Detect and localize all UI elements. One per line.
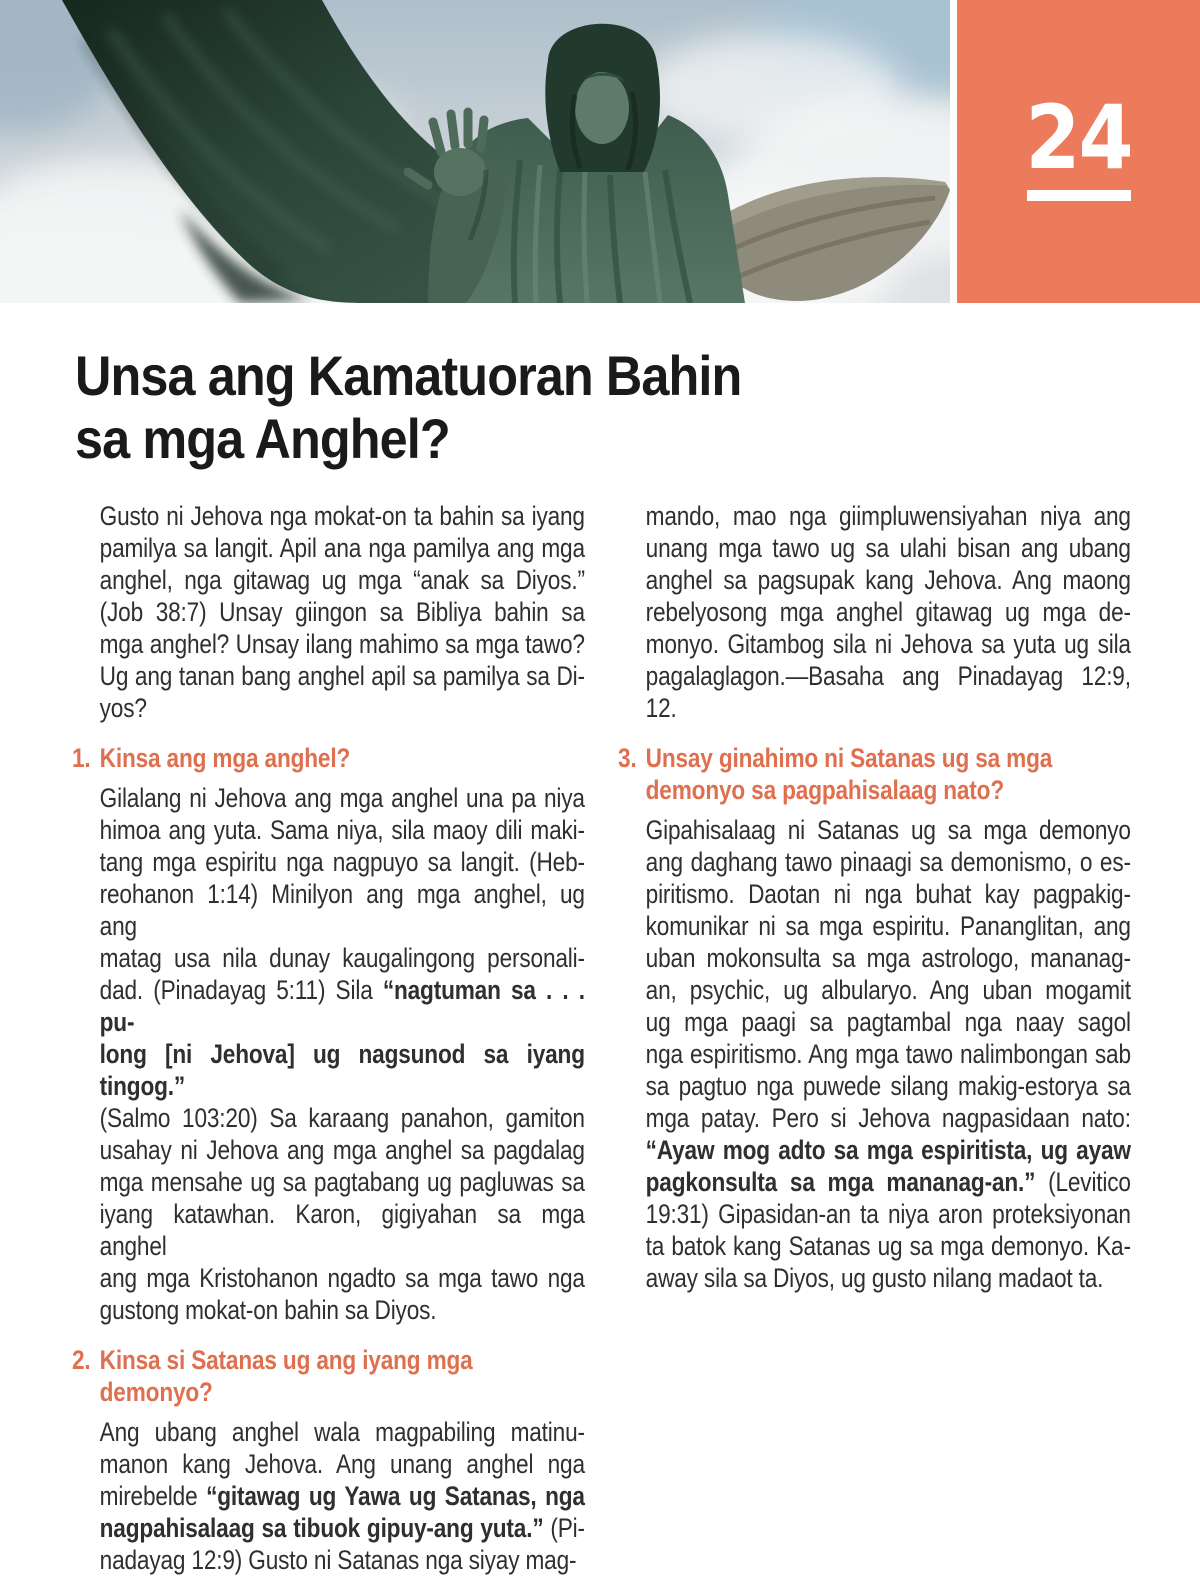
question-text	[100, 1344, 585, 1408]
text-segment: (Job 38:7) Unsay giingon sa Bibliya bahin sa	[99, 597, 585, 627]
text-segment: mirebelde	[99, 1481, 207, 1511]
text-line	[646, 1070, 1131, 1102]
text-segment: anghel, nga gitawag ug mga “anak sa Diyos.”	[99, 565, 585, 595]
question-number: 2.	[72, 1345, 91, 1375]
text-line	[100, 1198, 585, 1262]
chapter-number-block	[957, 0, 1200, 303]
question-heading	[72, 1344, 585, 1408]
text-segment: Gusto ni Jehova nga mokat-on ta bahin sa iyang	[99, 501, 585, 531]
angel-statue-illustration	[0, 0, 950, 303]
question-text	[646, 742, 1131, 806]
text-segment: piritismo. Daotan ni nga buhat kay pagpakig-	[645, 879, 1131, 909]
text-line	[646, 1006, 1131, 1038]
text-line	[646, 1166, 1131, 1198]
text-segment: ta batok kang Satanas ug sa mga demonyo. Ka-	[645, 1231, 1131, 1261]
text-line	[100, 1480, 585, 1512]
text-segment: nga espiritismo. Ang mga tawo nalimbongan sab	[645, 1039, 1131, 1069]
text-segment: away sila sa Diyos, ug gusto nilang madaot ta.	[645, 1263, 1104, 1293]
text-segment: pamilya sa langit. Apil ana nga pamilya ang mga	[99, 533, 585, 563]
left-column-content	[72, 500, 585, 1576]
text-line	[100, 500, 585, 532]
paragraph	[72, 1416, 585, 1576]
question-number: 1.	[72, 743, 91, 773]
text-line	[100, 1294, 585, 1326]
text-segment: uban mokonsulta sa mga astrologo, mananag-	[645, 943, 1131, 973]
text-segment: Gilalang ni Jehova ang mga anghel una pa niya	[99, 783, 585, 813]
text-line	[100, 814, 585, 846]
text-segment: (Pi-	[543, 1513, 585, 1543]
text-segment: pagalaglagon.—Basaha ang Pinadayag 12:9, 12.	[645, 661, 1131, 723]
text-segment: usahay ni Jehova ang mga anghel sa pagdalag	[99, 1135, 585, 1165]
angel-face	[575, 72, 629, 144]
text-segment: reohanon 1:14) Minilyon ang mga anghel, ug ang	[99, 879, 585, 941]
text-line	[646, 878, 1131, 910]
text-line	[646, 564, 1131, 596]
text-line	[100, 628, 585, 660]
text-line	[100, 846, 585, 878]
text-line	[100, 1166, 585, 1198]
text-segment: tang mga espiritu nga nagpuyo sa langit. (Heb-	[99, 847, 585, 877]
question-heading-line: demonyo sa pagpahisalaag nato?	[645, 775, 1004, 805]
text-segment: an, psychic, ug albularyo. Ang uban mogamit	[645, 975, 1131, 1005]
question-heading-line: Kinsa si Satanas ug ang iyang mga demonyo?	[99, 1345, 473, 1407]
bold-quote: pagkonsulta sa mga mananag-an.”	[645, 1167, 1036, 1197]
paragraph	[72, 782, 585, 1326]
text-segment: dad. (Pinadayag 5:11) Sila	[99, 975, 383, 1005]
paragraph	[72, 500, 585, 724]
text-segment: (Levitico	[1035, 1167, 1131, 1197]
text-line	[646, 942, 1131, 974]
text-segment: manon kang Jehova. Ang unang anghel nga	[99, 1449, 585, 1479]
text-line	[646, 974, 1131, 1006]
text-segment: Ang ubang anghel wala magpabiling matinu-	[99, 1417, 585, 1447]
bold-quote: “gitawag ug Yawa ug Satanas, nga	[206, 1481, 585, 1511]
text-segment: gustong mokat-on bahin sa Diyos.	[99, 1295, 437, 1325]
text-line	[100, 1102, 585, 1134]
text-line	[646, 500, 1131, 532]
question-heading	[72, 742, 585, 774]
text-segment: Gipahisalaag ni Satanas ug sa mga demonyo	[645, 815, 1131, 845]
text-segment: mga anghel? Unsay ilang mahimo sa mga tawo?	[99, 629, 585, 659]
question-number: 3.	[618, 743, 637, 773]
text-line	[100, 974, 585, 1038]
text-line	[646, 1134, 1131, 1166]
text-line	[100, 1262, 585, 1294]
text-segment: ang mga Kristohanon ngadto sa mga tawo nga	[99, 1263, 585, 1293]
text-line	[646, 1230, 1131, 1262]
text-segment: iyang katawhan. Karon, gigiyahan sa mga anghel	[99, 1199, 585, 1261]
text-segment: 19:31) Gipasidan-an ta niya aron proteksiyonan	[645, 1199, 1131, 1229]
paragraph	[618, 814, 1131, 1294]
right-column-content	[618, 500, 1131, 1294]
text-segment: mga mensahe ug sa pagtabang ug pagluwas sa	[99, 1167, 585, 1197]
text-line	[100, 660, 585, 692]
text-line	[100, 1512, 585, 1544]
left-column	[72, 500, 684, 1594]
text-line	[646, 532, 1131, 564]
bold-quote: “Ayaw mog adto sa mga espiritista, ug ayaw	[645, 1135, 1131, 1165]
text-line	[100, 596, 585, 628]
paragraph	[618, 500, 1131, 724]
text-line	[646, 628, 1131, 660]
text-line	[646, 1102, 1131, 1134]
text-line	[646, 910, 1131, 942]
text-line	[100, 1038, 585, 1102]
text-line	[646, 1262, 1131, 1294]
text-line	[646, 1198, 1131, 1230]
page-title	[75, 344, 765, 470]
question-heading	[618, 742, 1131, 806]
text-line	[100, 532, 585, 564]
angel-statue-photo	[0, 0, 950, 303]
text-line	[646, 846, 1131, 878]
text-line	[646, 814, 1131, 846]
chapter-number: 24	[1025, 86, 1132, 189]
text-segment: komunikar ni sa mga espiritu. Pananglitan, ang	[645, 911, 1131, 941]
text-segment: ug mga paagi sa pagtambal nga naay sagol	[645, 1007, 1131, 1037]
text-line	[100, 1416, 585, 1448]
page-title-line2: sa mga Anghel?	[75, 407, 450, 470]
text-segment: (Salmo 103:20) Sa karaang panahon, gamiton	[99, 1103, 585, 1133]
chapter-number-underline	[1027, 190, 1131, 201]
bold-quote: “nagtuman sa . . . pu-	[99, 975, 585, 1037]
bold-quote: long [ni Jehova] ug nagsunod sa iyang tingog.”	[99, 1039, 585, 1101]
text-segment: sa pagtuo nga puwede silang makig-estorya sa	[645, 1071, 1131, 1101]
text-segment: yos?	[99, 693, 147, 723]
text-segment: mga patay. Pero si Jehova nagpasidaan nato:	[645, 1103, 1131, 1133]
text-segment: ang daghang tawo pinaagi sa demonismo, o es-	[645, 847, 1131, 877]
text-line	[646, 596, 1131, 628]
text-segment: matag usa nila dunay kaugalingong personali-	[99, 943, 585, 973]
text-line	[100, 1544, 585, 1576]
text-line	[100, 692, 585, 724]
text-segment: himoa ang yuta. Sama niya, sila maoy dili maki-	[99, 815, 585, 845]
text-segment: monyo. Gitambog sila ni Jehova sa yuta ug sila	[645, 629, 1131, 659]
question-text	[100, 742, 585, 774]
text-line	[100, 782, 585, 814]
text-segment: anghel sa pagsupak kang Jehova. Ang maong	[645, 565, 1131, 595]
question-heading-line: Unsay ginahimo ni Satanas ug sa mga	[645, 743, 1053, 773]
question-heading-line: Kinsa ang mga anghel?	[99, 743, 351, 773]
text-line	[100, 564, 585, 596]
text-segment: mando, mao nga giimpluwensiyahan niya ang	[645, 501, 1131, 531]
text-segment: nadayag 12:9) Gusto ni Satanas nga siyay mag-	[99, 1545, 577, 1575]
text-segment: unang mga tawo ug sa ulahi bisan ang ubang	[645, 533, 1131, 563]
text-line	[646, 1038, 1131, 1070]
text-line	[100, 942, 585, 974]
page-title-line1: Unsa ang Kamatuoran Bahin	[75, 344, 742, 407]
text-segment: rebelyosong mga anghel gitawag ug mga de-	[645, 597, 1131, 627]
bold-quote: nagpahisalaag sa tibuok gipuy-ang yuta.”	[99, 1513, 544, 1543]
text-line	[646, 660, 1131, 724]
text-line	[100, 1134, 585, 1166]
text-segment: Ug ang tanan bang anghel apil sa pamilya sa Di-	[99, 661, 585, 691]
right-column	[618, 500, 1200, 1312]
text-line	[100, 1448, 585, 1480]
text-line	[100, 878, 585, 942]
